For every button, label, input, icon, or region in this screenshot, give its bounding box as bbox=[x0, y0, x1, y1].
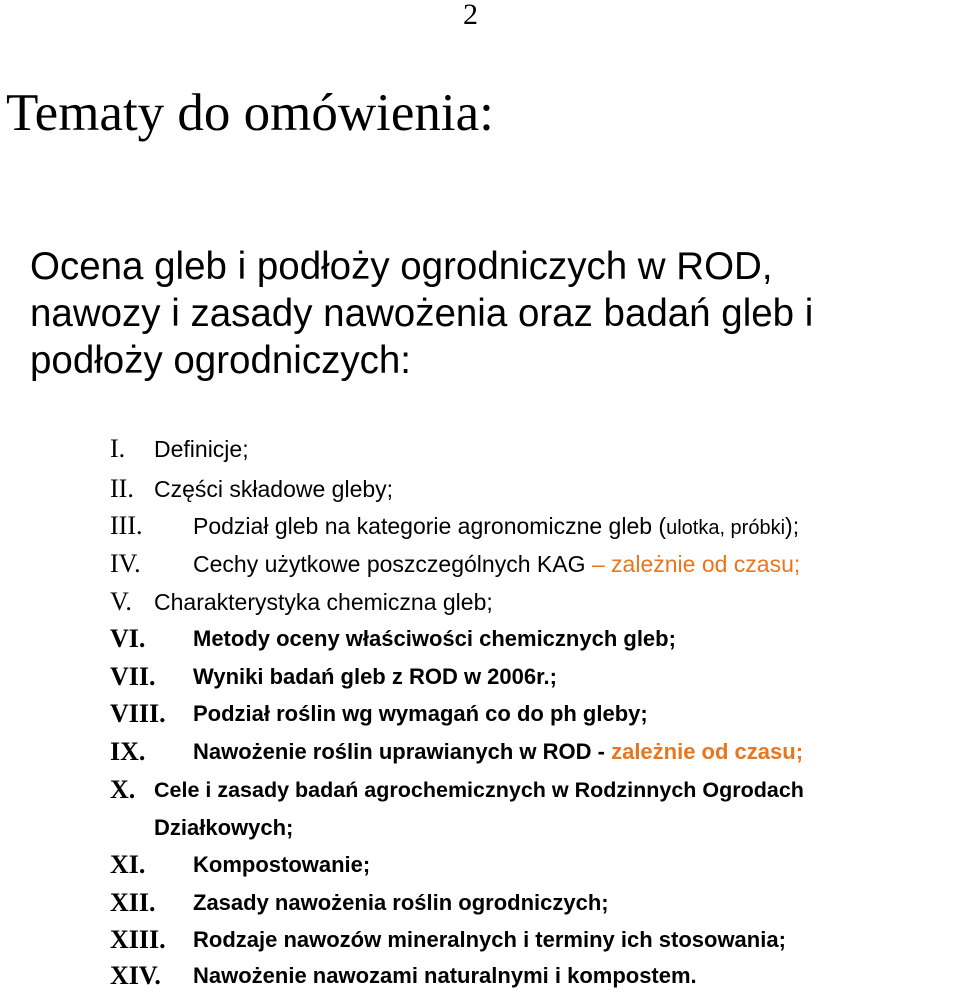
item-text: Metody oceny właściwości chemicznych gleb; bbox=[193, 626, 676, 651]
item-number: XII. bbox=[110, 888, 156, 917]
item-text: Wyniki badań gleb z ROD w 2006r.; bbox=[193, 664, 557, 689]
item-text-main: Nawożenie roślin uprawianych w ROD - bbox=[193, 739, 612, 764]
list-item bbox=[0, 922, 960, 958]
item-text bbox=[193, 734, 803, 770]
item-text-highlight: – zależnie od czasu; bbox=[591, 551, 801, 577]
item-text: Zasady nawożenia roślin ogrodniczych; bbox=[193, 890, 609, 915]
list-item-continuation bbox=[0, 810, 960, 846]
item-text: Części składowe gleby; bbox=[154, 476, 394, 502]
item-number: IX. bbox=[110, 737, 146, 766]
page-number: 2 bbox=[463, 0, 478, 31]
item-number: XIV. bbox=[110, 961, 161, 990]
item-text-main: Cechy użytkowe poszczególnych KAG bbox=[193, 551, 592, 577]
item-text: Podział roślin wg wymagań co do ph gleby; bbox=[193, 701, 648, 726]
list-item bbox=[0, 734, 960, 770]
section-heading-line: Ocena gleb i podłoży ogrodniczych w ROD, bbox=[30, 245, 773, 288]
item-text: Nawożenie nawozami naturalnymi i kompostem. bbox=[193, 963, 697, 988]
item-number: I. bbox=[110, 434, 126, 463]
item-text-end: ); bbox=[785, 513, 800, 539]
item-text-highlight: zależnie od czasu; bbox=[611, 739, 804, 764]
list-item bbox=[0, 847, 960, 883]
list-item bbox=[0, 546, 960, 582]
list-item bbox=[0, 885, 960, 921]
section-heading-line: podłoży ogrodniczych: bbox=[30, 339, 411, 382]
item-number: IV. bbox=[110, 549, 141, 578]
list-item bbox=[0, 431, 960, 467]
list-item bbox=[0, 471, 960, 507]
list-item bbox=[0, 772, 960, 808]
item-text: Rodzaje nawozów mineralnych i terminy ich stosowania; bbox=[193, 927, 786, 952]
item-text: Cele i zasady badań agrochemicznych w Rodzinnych Ogrodach bbox=[154, 778, 804, 802]
item-number: XIII. bbox=[110, 925, 166, 954]
list-item bbox=[0, 659, 960, 695]
list-item bbox=[0, 584, 960, 620]
item-text: Kompostowanie; bbox=[193, 852, 371, 877]
list-item bbox=[0, 958, 960, 994]
item-text: Charakterystyka chemiczna gleb; bbox=[154, 589, 493, 615]
list-item bbox=[0, 621, 960, 657]
item-text-continuation: Działkowych; bbox=[154, 815, 294, 840]
item-text bbox=[193, 546, 800, 582]
item-text bbox=[193, 508, 799, 546]
item-number: X. bbox=[110, 775, 136, 804]
section-heading-line: nawozy i zasady nawożenia oraz badań gleb i bbox=[30, 292, 814, 335]
item-number: VII. bbox=[110, 662, 156, 691]
item-text-main: Podział gleb na kategorie agronomiczne gleb ( bbox=[193, 513, 667, 539]
item-number: V. bbox=[110, 587, 132, 616]
item-number: III. bbox=[110, 511, 143, 540]
item-number: VI. bbox=[110, 624, 146, 653]
item-text-note: ulotka, próbki bbox=[666, 517, 786, 539]
page-title: Tematy do omówienia: bbox=[6, 84, 494, 142]
list-item bbox=[0, 696, 960, 732]
item-number: VIII. bbox=[110, 699, 166, 728]
item-text: Definicje; bbox=[154, 436, 249, 462]
item-number: XI. bbox=[110, 850, 146, 879]
list-item bbox=[0, 508, 960, 544]
item-number: II. bbox=[110, 474, 134, 503]
